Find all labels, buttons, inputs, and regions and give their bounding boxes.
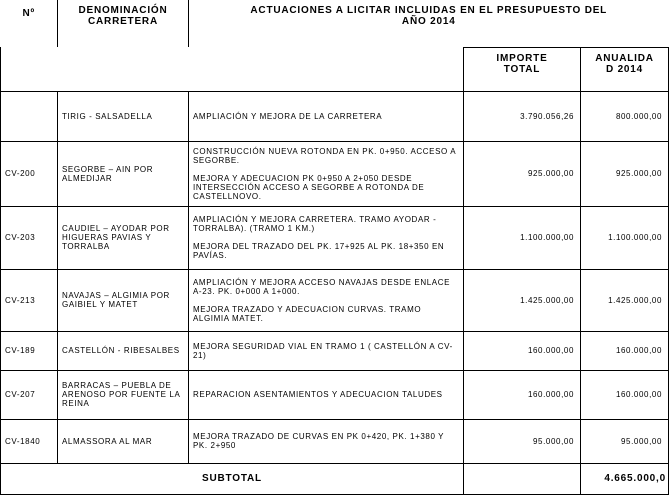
total-amount: 95.000,00 bbox=[464, 419, 581, 463]
annuity-2014: 925.000,00 bbox=[581, 141, 669, 206]
annuity-2014: 1.100.000,00 bbox=[581, 206, 669, 269]
road-code: CV-200 bbox=[1, 141, 58, 206]
header-annuity-2014: ANUALIDA D 2014 bbox=[581, 47, 669, 91]
road-actions bbox=[189, 331, 464, 370]
road-code: CV-189 bbox=[1, 331, 58, 370]
road-actions bbox=[189, 419, 464, 463]
header-total-amount: IMPORTE TOTAL bbox=[464, 47, 581, 91]
table-row bbox=[1, 331, 669, 370]
total-amount: 925.000,00 bbox=[464, 141, 581, 206]
subtotal-empty-cell bbox=[464, 463, 581, 494]
table-row bbox=[1, 370, 669, 419]
road-name: CASTELLÓN - RIBESALBES bbox=[58, 331, 189, 370]
road-name: TIRIG - SALSADELLA bbox=[58, 91, 189, 141]
road-name: SEGORBE – AIN POR ALMEDIJAR bbox=[58, 141, 189, 206]
road-code: CV-203 bbox=[1, 206, 58, 269]
annuity-2014: 160.000,00 bbox=[581, 370, 669, 419]
subtotal-label: SUBTOTAL bbox=[1, 463, 464, 494]
action-text: MEJORA DEL TRAZADO DEL PK. 17+925 AL PK. 18+350 EN PAVÍAS. bbox=[193, 242, 445, 260]
road-code: CV-207 bbox=[1, 370, 58, 419]
road-name: BARRACAS – PUEBLA DE ARENOSO POR FUENTE LA REINA bbox=[58, 370, 189, 419]
table-row bbox=[1, 206, 669, 269]
road-actions bbox=[189, 370, 464, 419]
action-text: MEJORA Y ADECUACION PK 0+950 A 2+050 DESDE INTERSECCIÓN ACCESO A SEGORBE A ROTONDA DE CASTELLNOVO. bbox=[193, 173, 425, 201]
subtotal-value: 4.665.000,0 bbox=[581, 463, 669, 494]
total-amount: 1.425.000,00 bbox=[464, 269, 581, 331]
action-text: AMPLIACIÓN Y MEJORA CARRETERA. TRAMO AYODAR - TORRALBA). (TRAMO 1 KM.) bbox=[193, 215, 437, 233]
road-code bbox=[1, 91, 58, 141]
table-row bbox=[1, 419, 669, 463]
header-actions: ACTUACIONES A LICITAR INCLUIDAS EN EL PRESUPUESTO DEL AÑO 2014 bbox=[189, 0, 669, 47]
total-amount: 160.000,00 bbox=[464, 370, 581, 419]
subtotal-row bbox=[1, 463, 669, 494]
total-amount: 160.000,00 bbox=[464, 331, 581, 370]
table-row bbox=[1, 91, 669, 141]
road-actions bbox=[189, 206, 464, 269]
annuity-2014: 800.000,00 bbox=[581, 91, 669, 141]
road-actions bbox=[189, 269, 464, 331]
action-text: MEJORA TRAZADO DE CURVAS EN PK 0+420, PK. 1+380 Y PK. 2+950 bbox=[193, 432, 444, 450]
action-text: REPARACION ASENTAMIENTOS Y ADECUACION TALUDES bbox=[193, 390, 443, 399]
table-row bbox=[1, 141, 669, 206]
action-text: MEJORA TRAZADO Y ADECUACION CURVAS. TRAMO ALGIMIA MATET. bbox=[193, 304, 422, 323]
header-spacer bbox=[1, 47, 464, 91]
road-code: CV-1840 bbox=[1, 419, 58, 463]
road-name: ALMASSORA AL MAR bbox=[58, 419, 189, 463]
action-text: AMPLIACIÓN Y MEJORA DE LA CARRETERA bbox=[193, 111, 383, 121]
action-text: MEJORA SEGURIDAD VIAL EN TRAMO 1 ( CASTELLÓN A CV-21) bbox=[193, 341, 453, 360]
annuity-2014: 95.000,00 bbox=[581, 419, 669, 463]
total-amount: 3.790.056,26 bbox=[464, 91, 581, 141]
annuity-2014: 1.425.000,00 bbox=[581, 269, 669, 331]
road-name: NAVAJAS – ALGIMIA POR GAIBIEL Y MATET bbox=[58, 269, 189, 331]
action-text: AMPLIACIÓN Y MEJORA ACCESO NAVAJAS DESDE ENLACE A-23. PK. 0+000 A 1+000. bbox=[193, 277, 451, 296]
road-actions bbox=[189, 91, 464, 141]
action-text: CONSTRUCCIÓN NUEVA ROTONDA EN PK. 0+950. ACCESO A SEGORBE. bbox=[193, 146, 456, 165]
road-name: CAUDIEL – AYODAR POR HIGUERAS PAVIAS Y TORRALBA bbox=[58, 206, 189, 269]
table-row bbox=[1, 269, 669, 331]
road-actions bbox=[189, 141, 464, 206]
header-road-name: DENOMINACIÓN CARRETERA bbox=[78, 5, 168, 27]
road-code: CV-213 bbox=[1, 269, 58, 331]
total-amount: 1.100.000,00 bbox=[464, 206, 581, 269]
header-number: Nº bbox=[1, 0, 58, 47]
annuity-2014: 160.000,00 bbox=[581, 331, 669, 370]
